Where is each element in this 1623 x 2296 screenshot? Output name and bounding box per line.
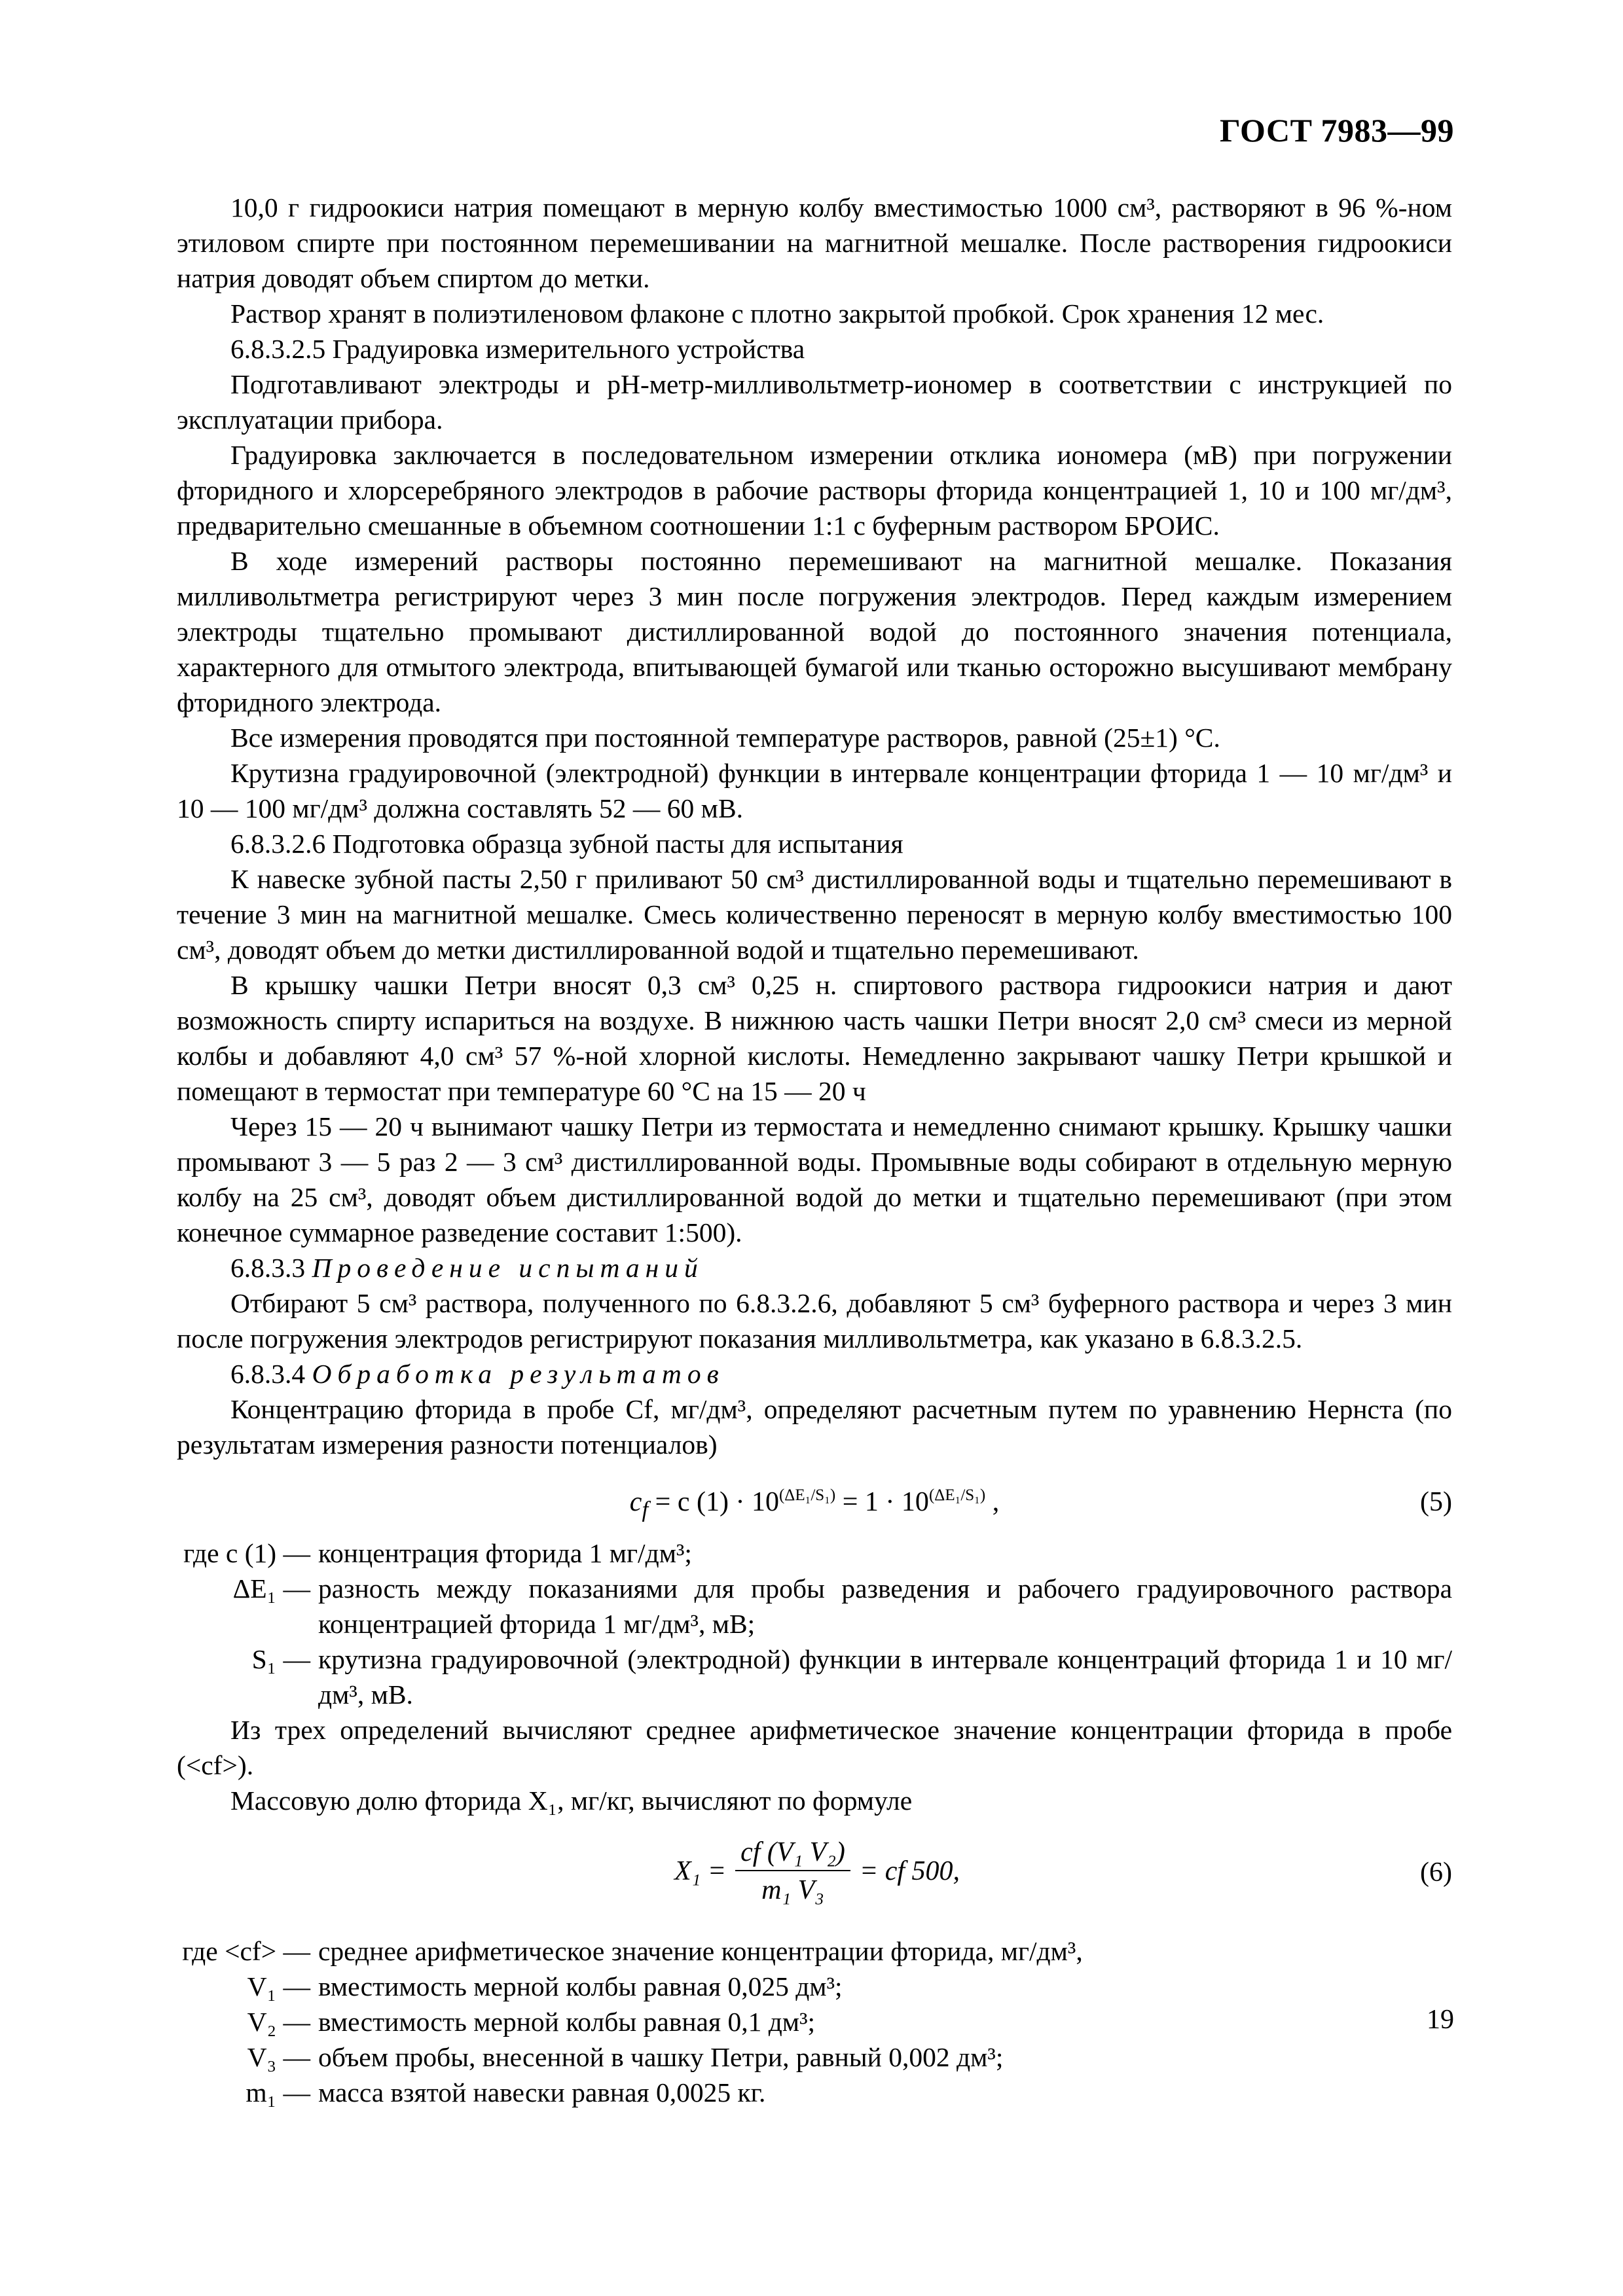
paragraph: 10,0 г гидроокиси натрия помещают в мерную колбу вместимостью 1000 см³, растворяют в 96 %-ном этиловом спирте при постоянном перемешивании на магнитной мешалке. После растворения гидроокиси натрия доводят объем спиртом до метки. [177, 192, 1452, 293]
fraction-denominator: m₁ V₃ [761, 1875, 824, 1905]
legend-symbol: V₁ — [247, 1971, 310, 2001]
legend-formula-6 [177, 1933, 1452, 2110]
paragraph: Через 15 — 20 ч вынимают чашку Петри из термостата и немедленно снимают крышку. Крышку чашки промывают 3 — 5 раз 2 — 3 см³ дистиллированной воды. Промывные воды собирают в отдельную мерную колбу на 25 см³, доводят объем дистиллированной водой до метки и тщательно перемешивают (при этом конечное суммарное разведение составит 1:500). [177, 1111, 1452, 1247]
legend-definition: объем пробы, внесенной в чашку Петри, равный 0,002 дм³; [318, 2042, 1004, 2072]
section-number: 6.8.3.3 [230, 1253, 306, 1283]
section-title: Проведение испытаний [312, 1253, 704, 1283]
formula-expression: $c_f = c$ $(1) \cdot 10^{(\Delta E_1/S_1)} = 1 \cdot 10^{(\Delta E_1/S_1)}$ , [629, 1486, 1000, 1522]
legend-definition: вместимость мерной колбы равная 0,1 дм³; [318, 2007, 816, 2037]
legend-symbol: V₂ — [247, 2007, 310, 2037]
legend-formula-5 [177, 1535, 1452, 1712]
legend-symbol: где <cf> — [182, 1936, 310, 1966]
paragraph: Отбирают 5 см³ раствора, полученного по 6.8.3.2.6, добавляют 5 см³ буферного раствора и через 3 мин после погружения электродов регистрируют показания милливольтметра, как указано в 6.8.3.2.5. [177, 1288, 1452, 1354]
legend-symbol: ΔE₁ — [232, 1573, 310, 1604]
legend-symbol: m₁ — [246, 2077, 310, 2108]
paragraph: Подготавливают электроды и pH-метр-милливольтметр-иономер в соответствии с инструкцией по эксплуатации прибора. [177, 369, 1452, 435]
paragraph: В крышку чашки Петри вносят 0,3 см³ 0,25 н. спиртового раствора гидроокиси натрия и дают возможность спирту испариться на воздухе. В нижнюю часть чашки Петри вносят 2,0 см³ смеси из мерной колбы и добавляют 4,0 см³ 57 %-ной хлорной кислоты. Немедленно закрывают чашку Петри крышкой и помещают в термостат при температуре 60 °С на 15 — 20 ч [177, 970, 1452, 1106]
section-heading [177, 1250, 1452, 1285]
section-heading: 6.8.3.2.5 Градуировка измерительного устройства [230, 334, 805, 364]
paragraph: Раствор хранят в полиэтиленовом флаконе с плотно закрытой пробкой. Срок хранения 12 мес. [230, 298, 1324, 329]
paragraph: В ходе измерений растворы постоянно перемешивают на магнитной мешалке. Показания милливольтметра регистрируют через 3 мин после погружения электродов. Перед каждым измерением электроды тщательно промывают дистиллированной водой до постоянного значения потенциала, характерного для отмытого электрода, впитывающей бумагой или тканью осторожно высушивают мембрану фторидного электрода. [177, 546, 1452, 717]
fraction [735, 1836, 850, 1907]
paragraph: Градуировка заключается в последовательном измерении отклика иономера (мВ) при погружении фторидного и хлорсеребряного электродов в рабочие растворы фторида концентрацией 1, 10 и 100 мг/дм³, предварительно смешанные в объемном соотношении 1:1 с буферным раствором БРОИС. [177, 440, 1452, 541]
legend-definition: вместимость мерной колбы равная 0,025 дм³; [318, 1971, 843, 2001]
section-heading [177, 1356, 1452, 1391]
formula-number: (6) [1420, 1857, 1452, 1888]
section-title: Обработка результатов [312, 1359, 725, 1389]
paragraph: Массовую долю фторида X₁, мг/кг, вычисляют по формуле [230, 1785, 913, 1816]
fraction-numerator: cf (V₁ V₂) [735, 1836, 850, 1871]
paragraph: К навеске зубной пасты 2,50 г приливают 50 см³ дистиллированной воды и тщательно перемешивают в течение 3 мин на магнитной мешалке. Смесь количественно переносят в мерную колбу вместимостью 100 см³, доводят объем до метки дистиллированной водой и тщательно перемешивают. [177, 864, 1452, 965]
paragraph: Крутизна градуировочной (электродной) функции в интервале концентрации фторида 1 — 10 мг/дм³ и 10 — 100 мг/дм³ должна составлять 52 — 60 мВ. [177, 758, 1452, 823]
paragraph: Все измерения проводятся при постоянной температуре растворов, равной (25±1) °С. [230, 723, 1220, 753]
legend-definition: крутизна градуировочной (электродной) функции в интервале концентраций фторида 1 и 10 мг/дм³, мВ. [318, 1644, 1452, 1710]
formula-number: (5) [1420, 1487, 1452, 1517]
legend-symbol: где c (1) — [183, 1538, 310, 1568]
legend-definition: концентрация фторида 1 мг/дм³; [318, 1538, 692, 1568]
section-heading: 6.8.3.2.6 Подготовка образца зубной пасты для испытания [230, 829, 903, 859]
legend-symbol: V₃ — [247, 2042, 310, 2072]
formula-6 [177, 1829, 1452, 1920]
legend-definition: масса взятой навески равная 0,0025 кг. [318, 2077, 766, 2108]
page-body [177, 190, 1452, 2110]
standard-code-header: ГОСТ 7983—99 [1219, 112, 1454, 149]
formula-5 [177, 1469, 1452, 1528]
formula-expression: X₁ = $\frac{\text{cf (V₁ V₂)}}{\text{m₁ V₃}}$ = cf 500, [674, 1837, 960, 1905]
legend-definition: разность между показаниями для пробы разведения и рабочего градуировочного раствора концентрацией фторида 1 мг/дм³, мВ; [318, 1573, 1452, 1639]
legend-definition: среднее арифметическое значение концентрации фторида, мг/дм³, [318, 1936, 1083, 1966]
legend-symbol: S₁ — [251, 1644, 310, 1674]
page-number: 19 [1427, 2005, 1454, 2035]
section-number: 6.8.3.4 [230, 1359, 306, 1389]
paragraph: Концентрацию фторида в пробе Cf, мг/дм³, определяют расчетным путем по уравнению Нернста (по результатам измерения разности потенциалов) [177, 1394, 1452, 1460]
paragraph: Из трех определений вычисляют среднее арифметическое значение концентрации фторида в пробе (<cf>). [177, 1715, 1452, 1780]
